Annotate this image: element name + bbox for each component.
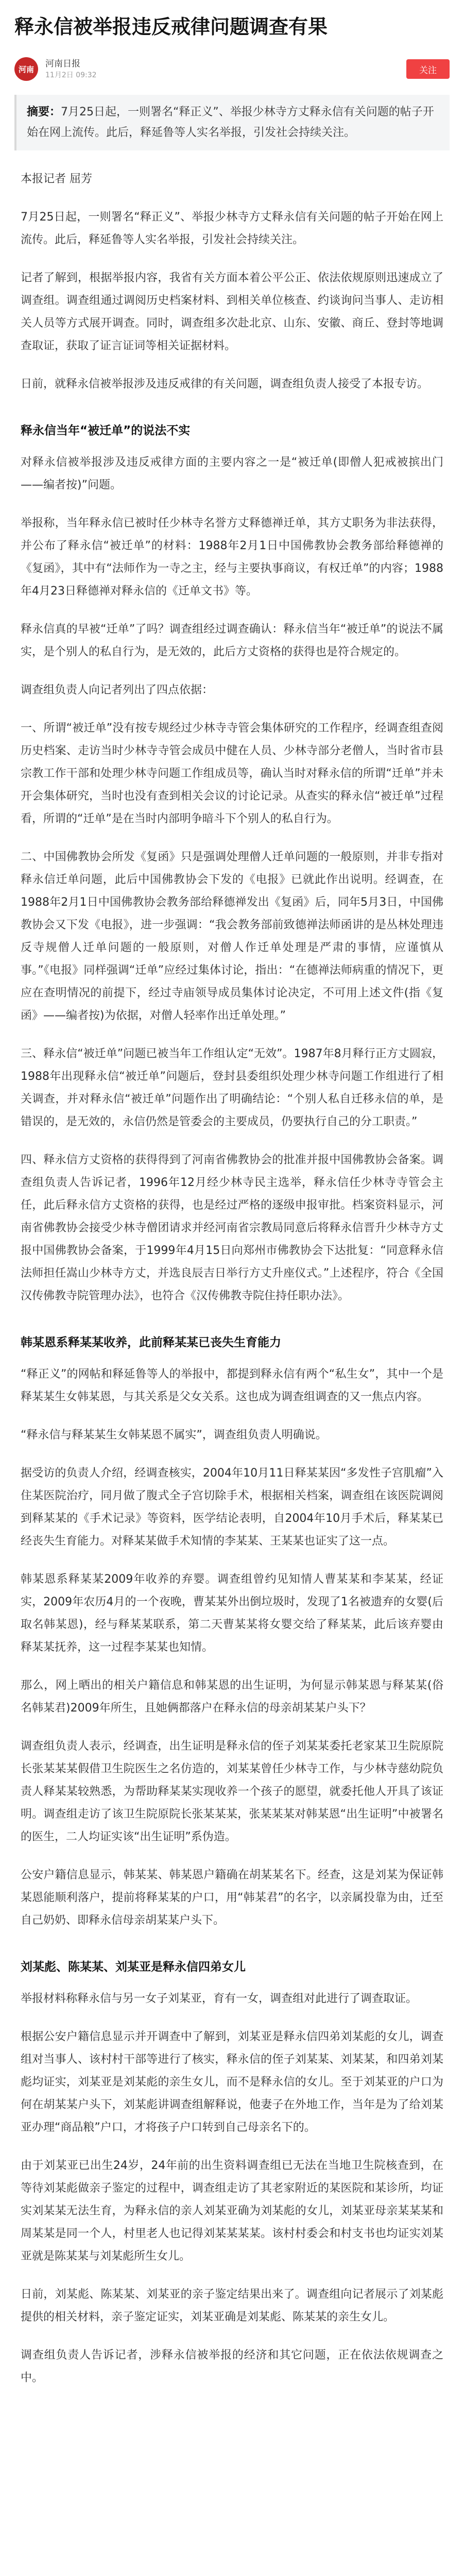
section1-paragraph: 调查组负责人向记者列出了四点依据： [21, 684, 214, 697]
section1-paragraph: 释永信真的早被“迁单”了吗？调查组经过调查确认：释永信当年“被迁单”的说法不属实，是个别人的私自行为，是无效的，此后方丈资格的获得也是符合规定的。 [21, 623, 443, 658]
section3-paragraph: 日前，刘某彪、陈某某、刘某亚的亲子鉴定结果出来了。调查组向记者展示了刘某彪提供的相关材料，亲子鉴定证实，刘某亚确是刘某彪、陈某某的亲生女儿。 [21, 2288, 443, 2324]
article-body [0, 168, 464, 2389]
section2-paragraph: 调查组负责人表示，经调查，出生证明是释永信的侄子刘某某委托老家某卫生院原院长张某某某假借卫生院医生之名仿造的，刘某某曾任少林寺工作，与少林寺慈幼院负责人释某某较熟悉，为帮助释某某实现收养一个孩子的愿望，就委托他人开具了该证明。调查组走访了该卫生院原院长张某某某，张某某某对韩某恩“出生证明”中被署名的医生，二人均证实该“出生证明”系伪造。 [21, 1740, 443, 1843]
section-heading-1: 释永信当年“被迁单”的说法不实 [21, 424, 191, 437]
section1-paragraph: 三、释永信“被迁单”问题已被当年工作组认定“无效”。1987年8月释行正方丈圆寂，1988年出现释永信“被迁单”问题后，登封县委组织处理少林寺问题工作组进行了相关调查，并对释永信“被迁单”问题作出了明确结论：“个别人私自迁移永信的单，是错误的，是无效的，永信仍然是管委会的主要成员，仍要执行自己的分工职责。” [21, 1047, 443, 1128]
intro-paragraph: 记者了解到，根据举报内容，我省有关方面本着公平公正、依法依规原则迅速成立了调查组。调查组通过调阅历史档案材料、到相关单位核查、约谈询问当事人、走访相关人员等方式展开调查。同时，调查组多次赴北京、山东、安徽、商丘、登封等地调查取证，获取了证言证词等相关证据材料。 [21, 272, 443, 352]
section-heading-2: 韩某恩系释某某收养，此前释某某已丧失生育能力 [21, 1336, 281, 1349]
summary-box [14, 95, 450, 150]
section2-paragraph: 公安户籍信息显示，韩某某、韩某恩户籍确在胡某某名下。经查，这是刘某为保证韩某恩能顺利落户，提前将释某某的户口，用“韩某君”的名字，以亲属投靠为由，迁至自己奶奶、即释永信母亲胡某某户头下。 [21, 1869, 443, 1927]
summary-text: 7月25日起，一则署名“释正义”、举报少林寺方丈释永信有关问题的帖子开始在网上流传。此后，释延鲁等人实名举报，引发社会持续关注。 [27, 106, 434, 139]
intro-paragraph: 日前，就释永信被举报涉及违反戒律的有关问题，调查组负责人接受了本报专访。 [21, 378, 429, 391]
section2-paragraph: “释永信与释某某生女韩某恩不属实”，调查组负责人明确说。 [21, 1429, 327, 1442]
section1-paragraph: 举报称，当年释永信已被时任少林寺名誉方丈释德禅迁单，其方丈职务为非法获得，并公布了释永信“被迁单”的材料：1988年2月1日中国佛教协会教务部给释德禅的《复函》，其中有“法师作为一寺之主，经与主要执事商议，有权迁单”的内容；1988年4月23日释德禅对释永信的《迁单文书》等。 [21, 517, 443, 598]
source-meta [45, 58, 406, 80]
article-title: 释永信被举报违反戒律问题调查有果 [14, 15, 328, 38]
intro-paragraph: 7月25日起，一则署名“释正义”、举报少林寺方丈释永信有关问题的帖子开始在网上流传。此后，释延鲁等人实名举报，引发社会持续关注。 [21, 211, 443, 246]
section3-paragraph: 根据公安户籍信息显示并开调查中了解到，刘某亚是释永信四弟刘某彪的女儿，调查组对当事人、该村村干部等进行了核实，释永信的侄子刘某某、刘某某，和四弟刘某彪均证实，刘某亚是刘某彪的亲生女儿，而不是释永信的女儿。至于刘某亚的户口为何在胡某某户头下，刘某彪讲调查组解释说，他妻子在外地工作，当年是为了给刘某亚办理“商品粮”户口，才将孩子户口转到自己母亲名下的。 [21, 2030, 443, 2134]
follow-button[interactable]: 关注 [406, 59, 450, 79]
summary-label: 摘要： [27, 106, 61, 118]
section3-paragraph: 举报材料称释永信与另一女子刘某亚，育有一女，调查组对此进行了调查取证。 [21, 1992, 418, 2005]
section2-paragraph: 据受访的负责人介绍，经调查核实，2004年10月11日释某某因“多发性子宫肌瘤”入住某医院治疗，同月做了腹式全子宫切除手术，根据相关档案，调查组在该医院调阅到释某某的《手术记录》等资料，医学结论表明，自2004年10月手术后，释某某已经丧失生育能力。对释某某做手术知情的李某某、王某某也证实了这一点。 [21, 1467, 443, 1548]
publish-time: 11月2日 09:32 [45, 71, 97, 79]
publisher-name[interactable]: 河南日报 [45, 59, 80, 69]
section1-paragraph: 二、中国佛教协会所发《复函》只是强调处理僧人迁单问题的一般原则，并非专指对释永信迁单问题，此后中国佛教协会下发的《电报》已就此作出说明。经调查，在1988年2月1日中国佛教协会教务部给释德禅发出《复函》后，同年5月3日，中国佛教协会又下发《电报》，进一步强调：“我会教务部前致德禅法师函讲的是丛林处理违反寺规僧人迁单问题的一般原则，对僧人作迁单处理是严肃的事情，应谨慎从事。”《电报》同样强调“迁单”应经过集体讨论，指出：“在德禅法师病重的情况下，更应在查明情况的前提下，经过寺庙领导成员集体讨论决定，不可用上述文件(指《复函》——编者按)为依据，对僧人轻率作出迁单处理。” [21, 851, 443, 1022]
publisher-avatar[interactable]: 河南 [14, 57, 38, 81]
section1-paragraph: 对释永信被举报涉及违反戒律方面的主要内容之一是“被迁单(即僧人犯戒被摈出门——编者按)”问题。 [21, 456, 443, 492]
section3-paragraph: 由于刘某亚已出生24岁，24年前的出生资料调查组已无法在当地卫生院核查到，在等待刘某彪做亲子鉴定的过程中，调查组走访了其老家附近的某医院和某诊所，均证实刘某某无法生育，为释永信的亲人刘某亚确为刘某彪的女儿，刘某亚母亲某某某和周某某是同一个人，村里老人也记得刘某某某某。该村村委会和村支书也均证实刘某亚就是陈某某与刘某彪所生女儿。 [21, 2159, 443, 2263]
section-heading-3: 刘某彪、陈某某、刘某亚是释永信四弟女儿 [21, 1960, 246, 1974]
section2-paragraph: “释正义”的网帖和释延鲁等人的举报中，都提到释永信有两个“私生女”，其中一个是释某某生女韩某恩，与其关系是父女关系。这也成为调查组调查的又一焦点内容。 [21, 1368, 443, 1403]
section3-paragraph: 调查组负责人告诉记者，涉释永信被举报的经济和其它问题，正在依法依规调查之中。 [21, 2349, 443, 2384]
section2-paragraph: 韩某恩系释某某2009年收养的弃婴。调查组曾约见知情人曹某某和李某某，经证实，2009年农历4月的一个夜晚，曹某某外出倒垃圾时，发现了1名被遗弃的女婴(后取名韩某恩)，经与释某某联系，第二天曹某某将女婴交给了释某某，此后该弃婴由释某某抚养，这一过程李某某也知情。 [21, 1573, 443, 1654]
author-line: 本报记者 屈芳 [21, 173, 92, 185]
source-bar [14, 53, 450, 86]
section1-paragraph: 一、所谓“被迁单”没有按专规经过少林寺寺管会集体研究的工作程序，经调查组查阅历史档案、走访当时少林寺寺管会成员中健在人员、少林寺部分老僧人，当时省市县宗教工作干部和处理少林寺问题工作组成员等，确认当时对释永信的所谓“迁单”并未开会集体研究，当时也没有查到相关会议的讨论记录。从查实的释永信“被迁单”过程看，所谓的“迁单”是在当时内部明争暗斗下个别人的私自行为。 [21, 722, 443, 825]
section2-paragraph: 那么，网上晒出的相关户籍信息和韩某恩的出生证明，为何显示韩某恩与释某某(俗名韩某君)2009年所生，且她俩都落户在释永信的母亲胡某某户头下？ [21, 1679, 443, 1715]
section1-paragraph: 四、释永信方丈资格的获得得到了河南省佛教协会的批准并报中国佛教协会备案。调查组负责人告诉记者，1996年12月经少林寺民主选举，释永信任少林寺寺管会主任，此后释永信方丈资格的获得，也是经过严格的逐级申报审批。档案资料显示，河南省佛教协会接受少林寺僧团请求并经河南省宗教局同意后将释永信晋升少林寺方丈报中国佛教协会备案，于1999年4月15日向郑州市佛教协会下达批复：“同意释永信法师担任嵩山少林寺方丈，并选良辰吉日举行方丈升座仪式。”上述程序，符合《全国汉传佛教寺院管理办法》，也符合《汉传佛教寺院住持任职办法》。 [21, 1154, 443, 1302]
